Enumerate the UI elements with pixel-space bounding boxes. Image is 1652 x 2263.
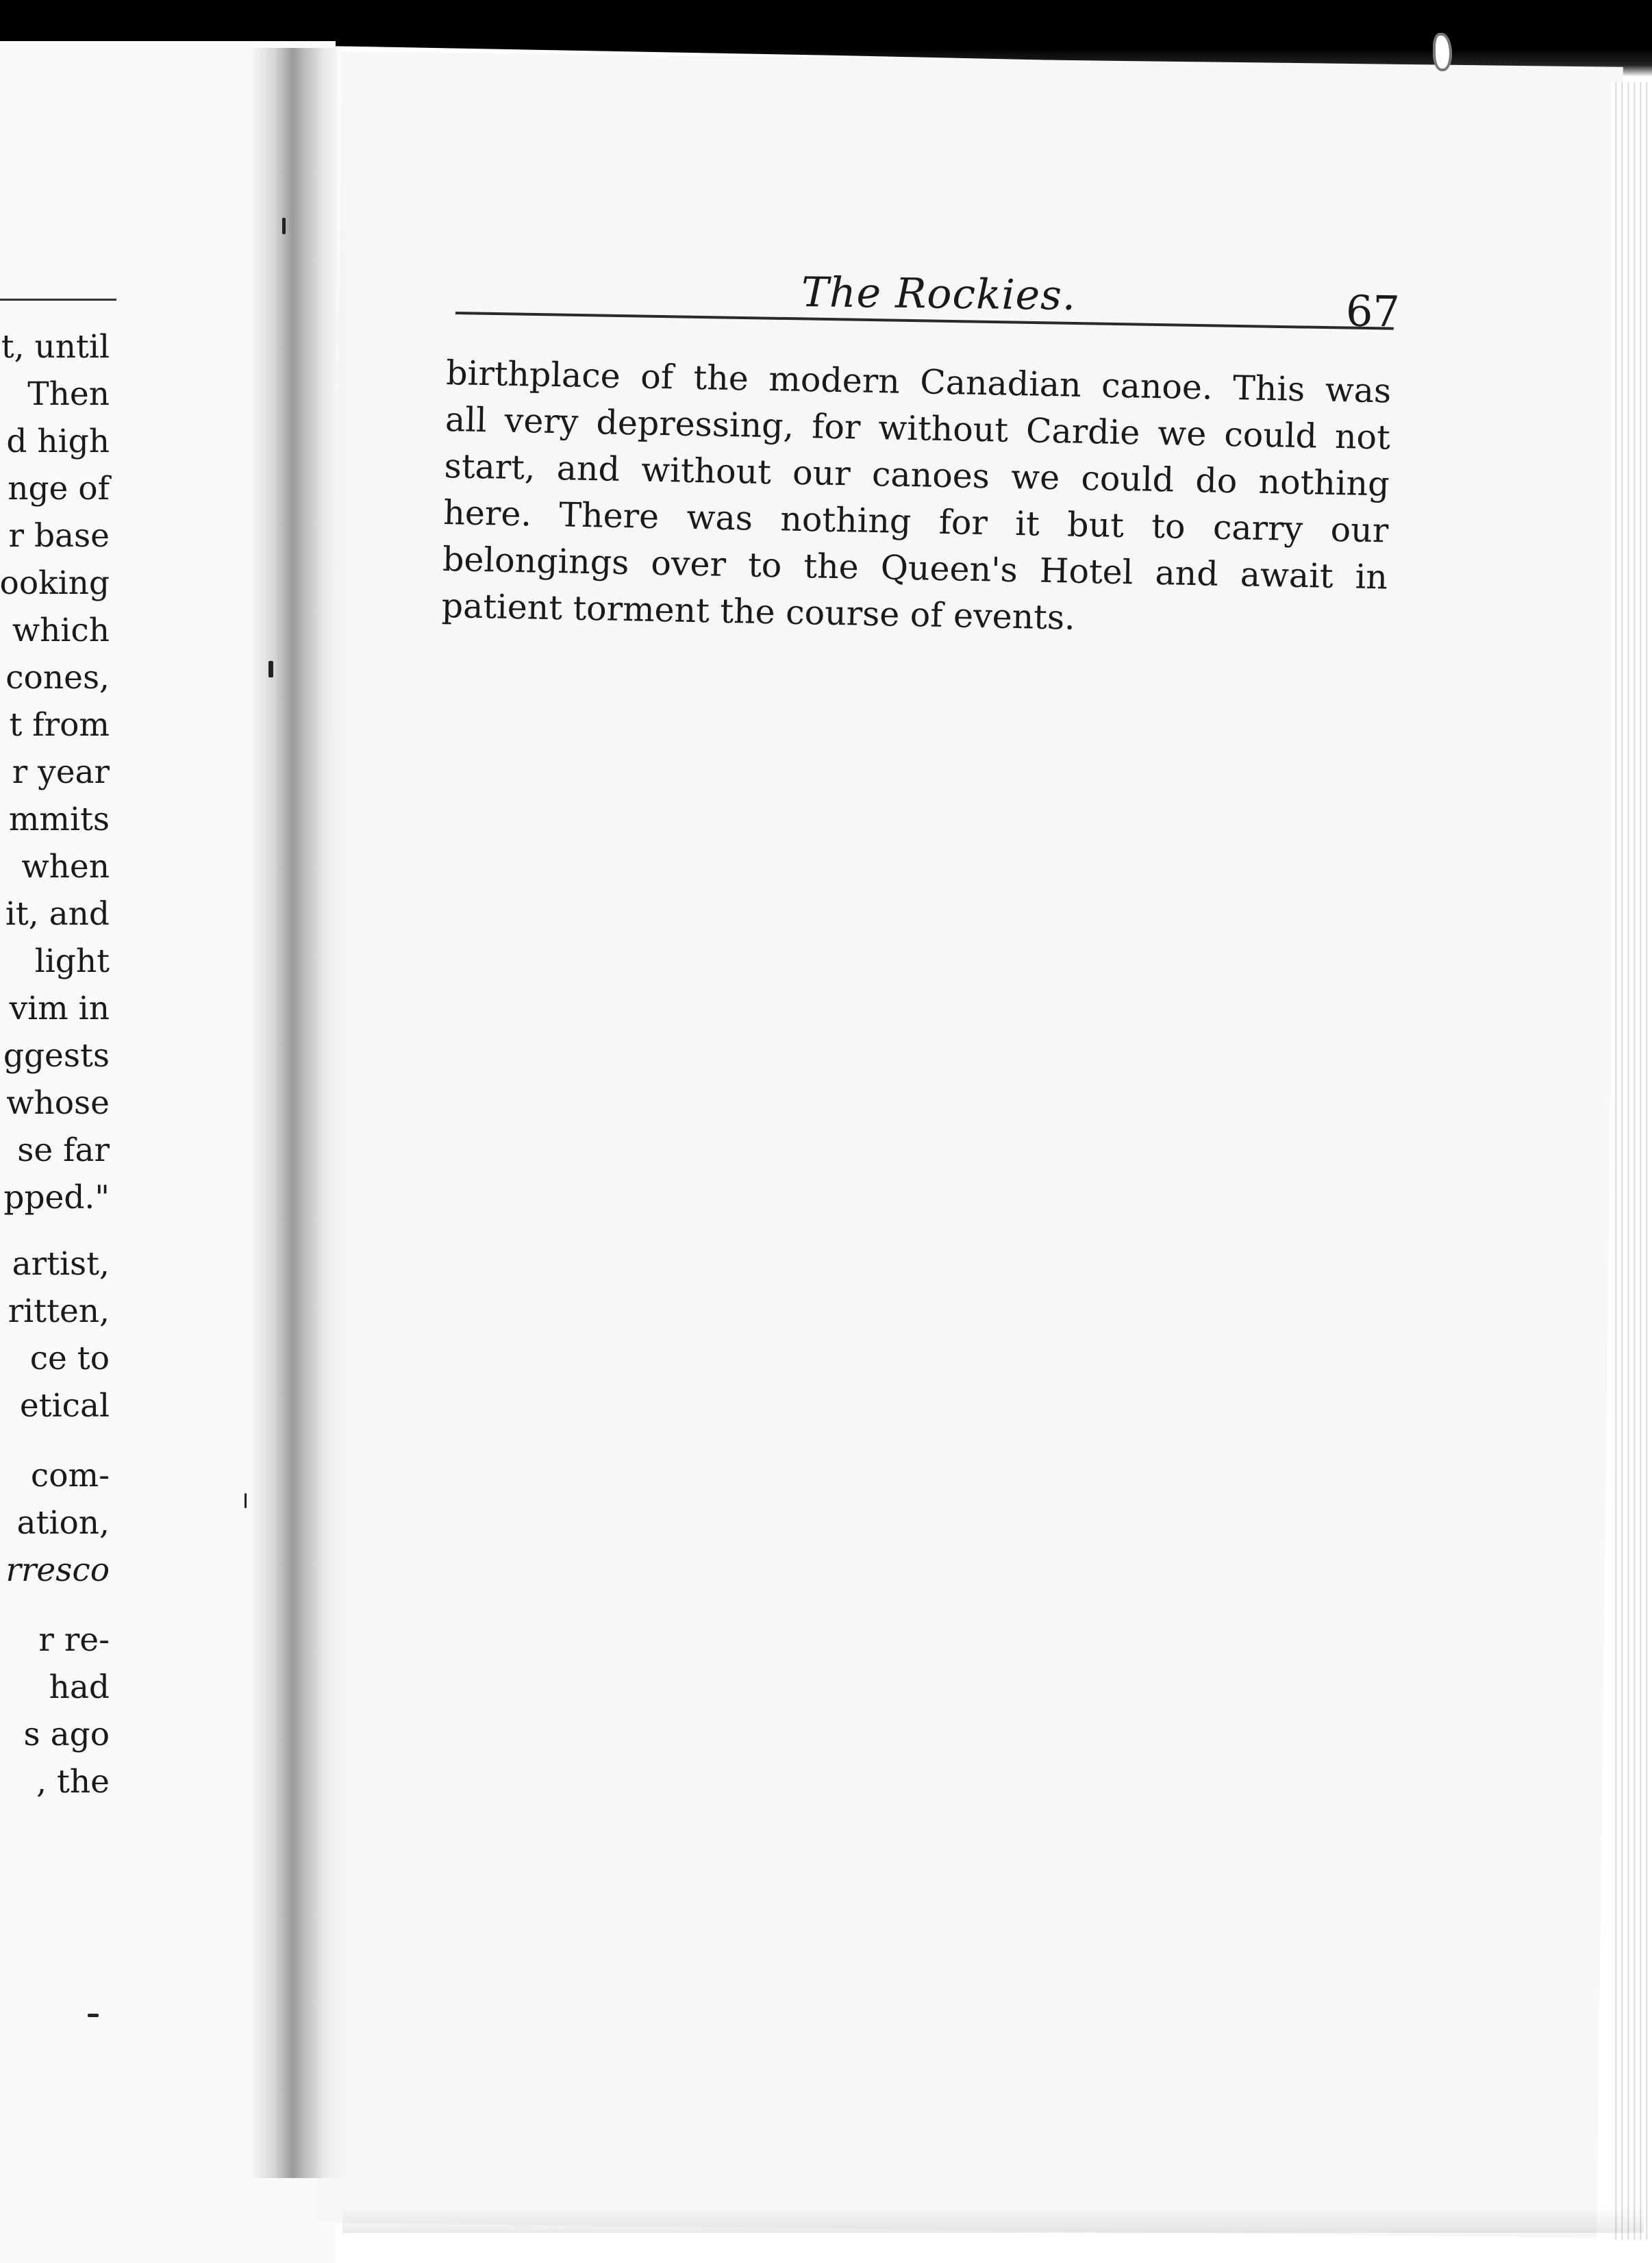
- left-line: had: [49, 1668, 110, 1706]
- text-line: birthplace of the modern Canadian canoe. This was: [445, 353, 1392, 411]
- left-line: t from: [9, 706, 110, 744]
- book-gutter: [250, 48, 346, 2178]
- left-line: nge of: [8, 470, 110, 508]
- left-line: ooking: [0, 564, 110, 602]
- left-line: ation,: [16, 1504, 110, 1542]
- left-line: Then: [27, 375, 110, 413]
- ink-speck: [88, 2014, 99, 2017]
- text-line: all very depressing, for without Cardie we could not: [445, 399, 1391, 458]
- page-edges: [1611, 82, 1652, 2240]
- left-line: light: [34, 942, 110, 980]
- left-line: s ago: [23, 1716, 110, 1753]
- left-page-text: [0, 323, 110, 1805]
- left-line: artist,: [12, 1245, 110, 1283]
- left-line: com-: [30, 1457, 110, 1495]
- left-line: ce to: [29, 1340, 110, 1377]
- left-line: mmits: [8, 801, 110, 838]
- left-line: t, until: [1, 328, 110, 366]
- ink-speck: [245, 1493, 247, 1508]
- left-line: rresco: [5, 1551, 110, 1589]
- left-line: pped.": [3, 1179, 110, 1216]
- right-page-text: [441, 350, 1392, 647]
- ink-speck: [268, 661, 273, 677]
- running-head: The Rockies.: [801, 268, 1077, 320]
- left-page-header-rule: [0, 299, 116, 301]
- left-line: d high: [6, 423, 110, 460]
- left-line: it, and: [5, 895, 110, 933]
- left-line: whose: [6, 1084, 110, 1122]
- left-line: r base: [8, 517, 110, 555]
- text-line: belongings over to the Queen's Hotel and await in: [442, 539, 1388, 597]
- left-line: r year: [12, 753, 110, 791]
- text-line: here. There was nothing for it but to carry our: [442, 492, 1389, 551]
- left-line: etical: [19, 1387, 110, 1425]
- left-line: r re-: [38, 1621, 110, 1659]
- ink-speck: [282, 218, 286, 234]
- left-line: , the: [36, 1763, 110, 1801]
- page-number: 67: [1345, 286, 1401, 337]
- left-line: cones,: [5, 659, 110, 697]
- left-line: ggests: [3, 1037, 110, 1075]
- left-line: vim in: [9, 990, 110, 1027]
- left-line: when: [21, 848, 110, 886]
- text-line: patient torment the course of events.: [441, 586, 1076, 638]
- left-line: ritten,: [8, 1292, 110, 1330]
- page-bottom-shadow: [342, 2205, 1644, 2233]
- text-line: start, and without our canoes we could do nothing: [444, 446, 1390, 504]
- left-line: which: [12, 612, 110, 649]
- left-line: se far: [17, 1132, 110, 1169]
